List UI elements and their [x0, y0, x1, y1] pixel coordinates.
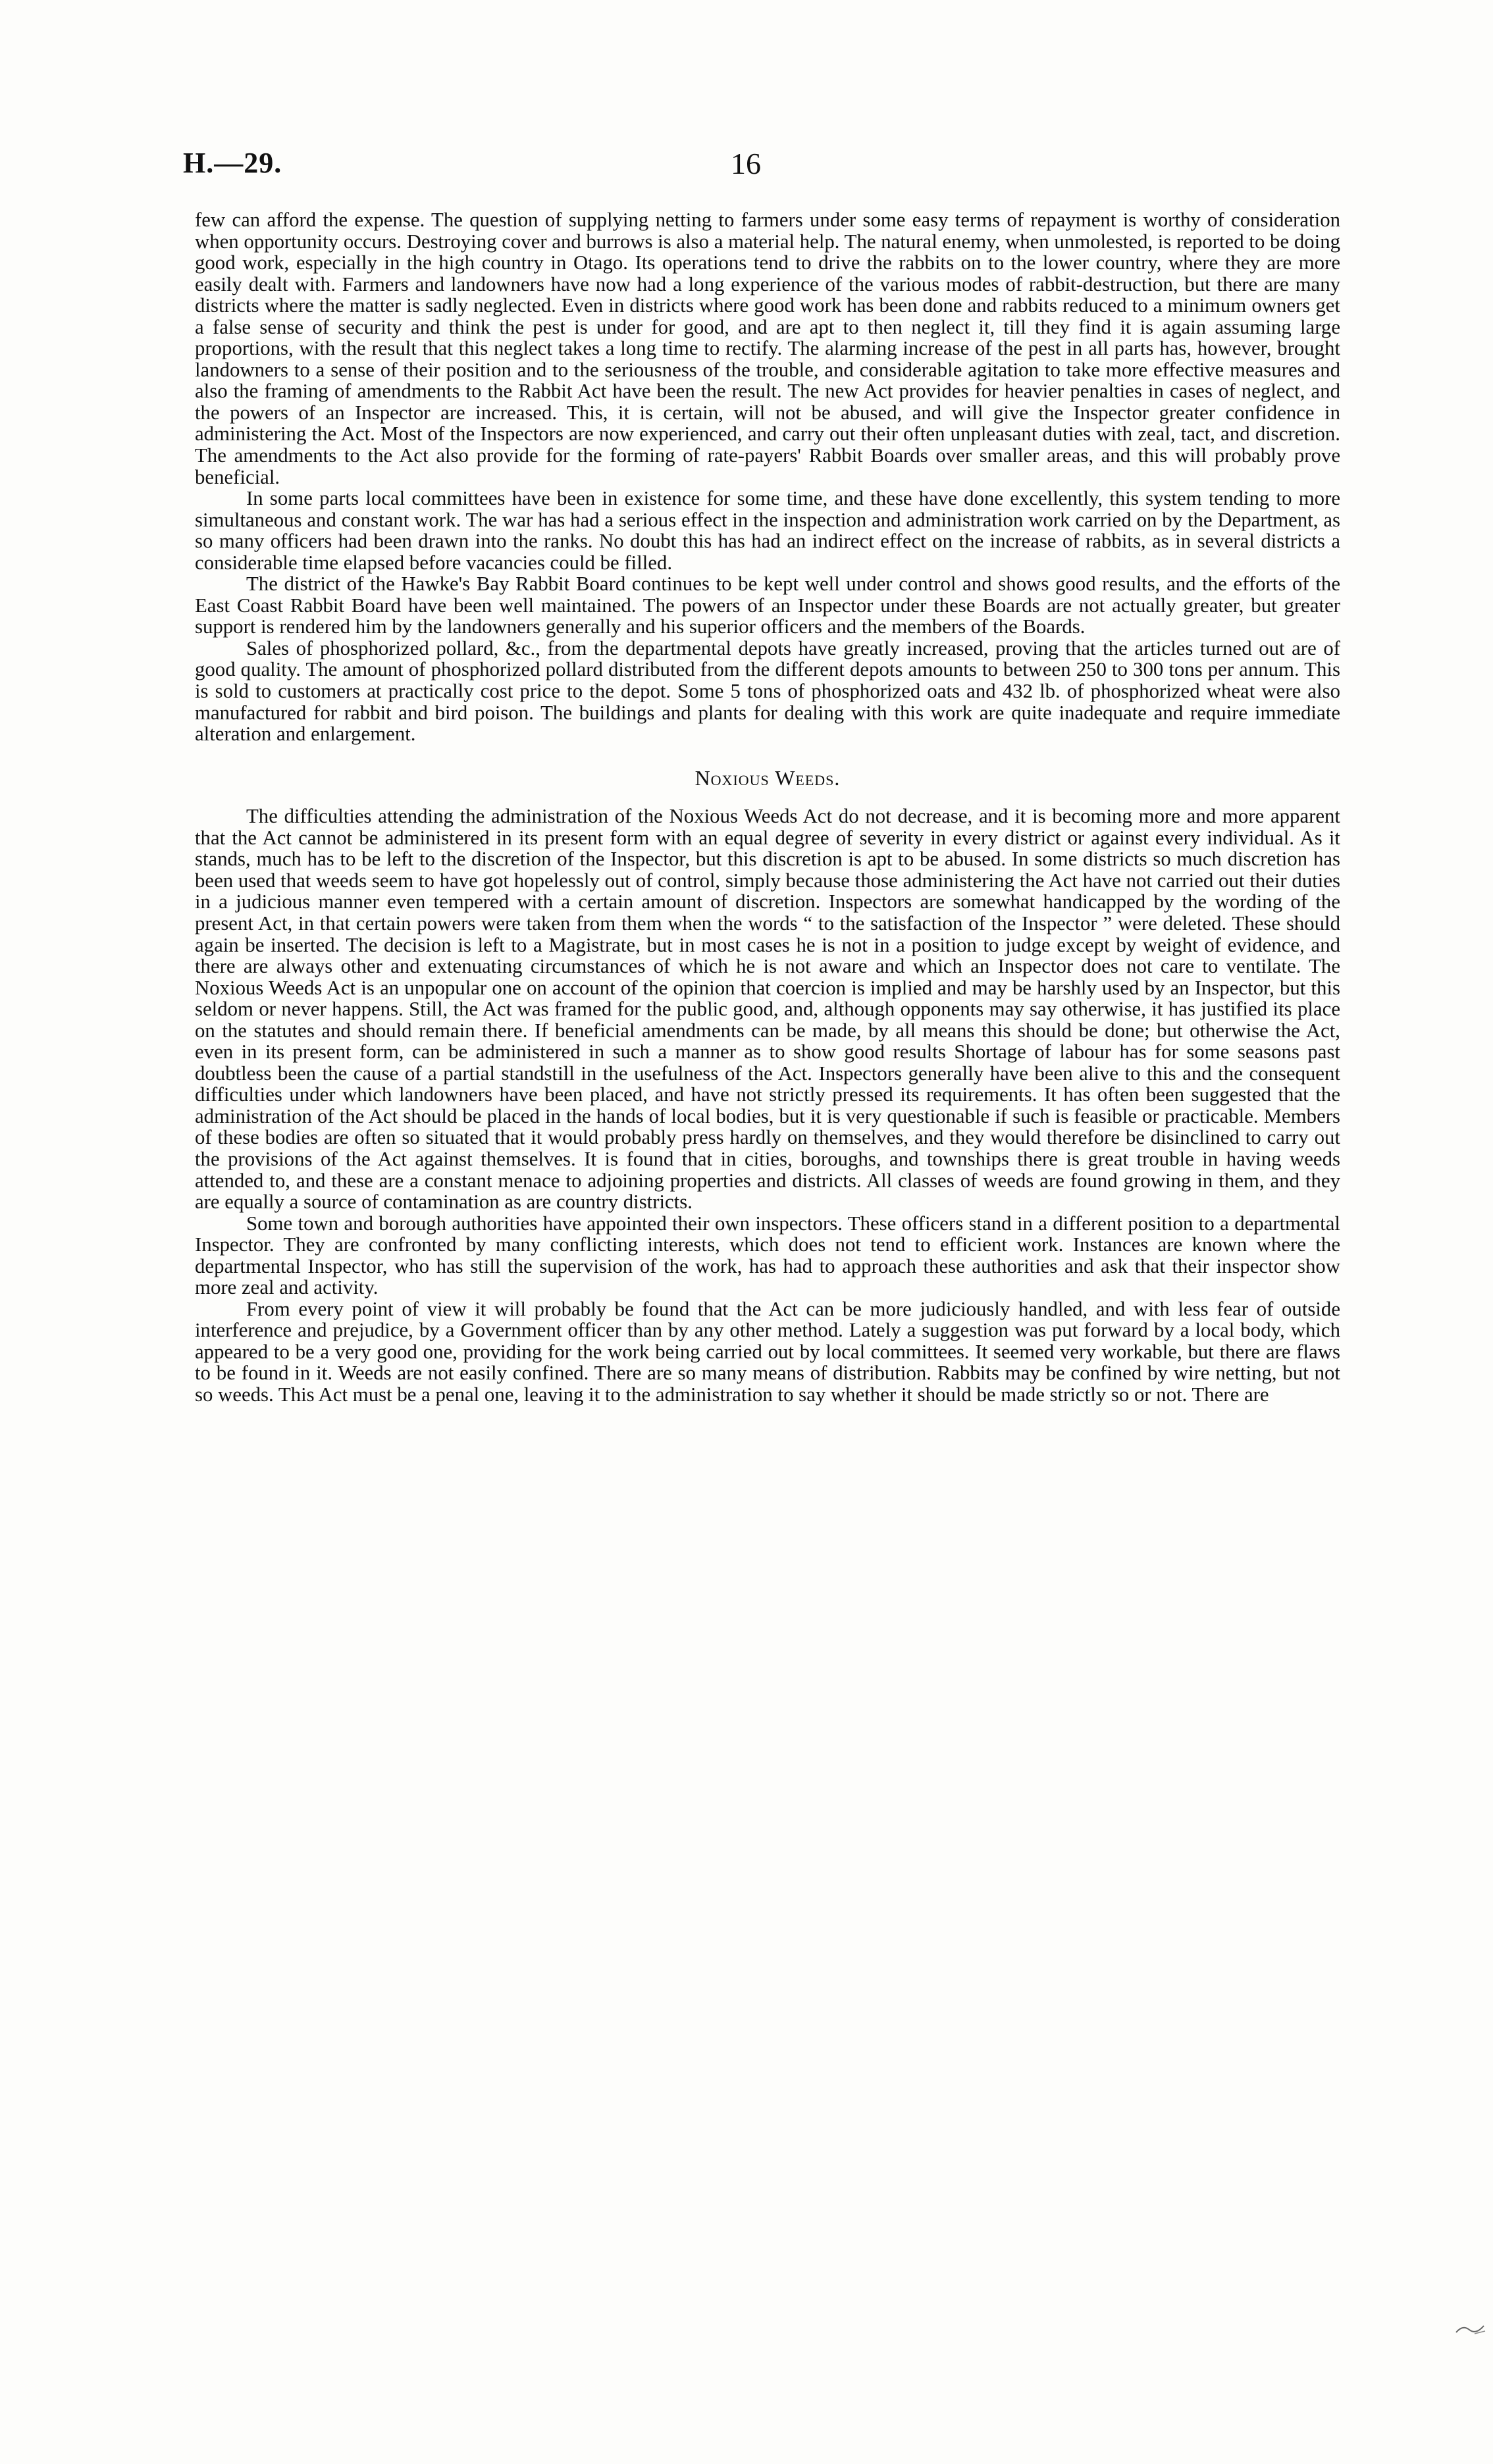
- paragraph-weeds-2: Some town and borough authorities have appointed their own inspectors. These officers stand in a different position to a departmental Inspector. They are confronted by many conflicting interests, which does not tend to efficient work. Instances are known where the departmental Inspector, who has still the supervision of the work, has had to approach these authorities and ask that their inspector show more zeal and activity.: [195, 1212, 1340, 1299]
- page-body: [195, 209, 1340, 1406]
- page-header: [183, 146, 1348, 186]
- corner-scribble-mark: [1455, 2321, 1488, 2341]
- paragraph-rabbits-4: Sales of phosphorized pollard, &c., from the departmental depots have greatly increased, proving that the articles turned out are of good quality. The amount of phosphorized pollard distributed from the different depots amounts to between 250 to 300 tons per annum. This is sold to customers at practically cost price to the depot. Some 5 tons of phosphorized oats and 432 lb. of phosphorized wheat were also manufactured for rabbit and bird poison. The buildings and plants for dealing with this work are quite inadequate and require immediate alteration and enlargement.: [195, 636, 1340, 746]
- paragraph-rabbits-3: The district of the Hawke's Bay Rabbit Board continues to be kept well under control and shows good results, and the efforts of the East Coast Rabbit Board have been well maintained. The powers of an Inspector under these Boards are not actually greater, but greater support is rendered him by the landowners generally and his superior officers and the members of the Boards.: [195, 573, 1340, 638]
- paragraph-rabbits-2: In some parts local committees have been in existence for some time, and these have done excellently, this system tending to more simultaneous and constant work. The war has had a serious effect in the inspection and administration work carried on by the Department, as so many officers had been drawn into the ranks. No doubt this has had an indirect effect on the increase of rabbits, as in several districts a considerable time elapsed before vacancies could be filled.: [195, 487, 1340, 574]
- paragraph-weeds-3: From every point of view it will probably be found that the Act can be more judiciously handled, and with less fear of outside interference and prejudice, by a Government officer than by any other method. Lately a suggestion was put forward by a local body, which appeared to be a very good one, providing for the work being carried out by local committees. It seemed very workable, but there are flaws to be found in it. Weeds are not easily confined. There are so many means of distribution. Rabbits may be confined by wire netting, but not so weeds. This Act must be a penal one, leaving it to the administration to say whether it should be made strictly so or not. There are: [195, 1297, 1340, 1406]
- page-number: 16: [731, 147, 761, 180]
- paragraph-rabbits-1: few can afford the expense. The question of supplying netting to farmers under some easy terms of repayment is worthy of consideration when opportunity occurs. Destroying cover and burrows is also a material help. The natural enemy, when unmolested, is reported to be doing good work, especially in the high country in Otago. Its operations tend to drive the rabbits on to the lower country, where they are more easily dealt with. Farmers and landowners have now had a long experience of the various modes of rabbit-destruction, but there are many districts where the matter is sadly neglected. Even in districts where good work has been done and rabbits reduced to a minimum owners get a false sense of security and think the pest is under for good, and are apt to then neglect it, till they find it is again assuming large proportions, with the result that this neglect takes a long time to rectify. The alarming increase of the pest in all parts has, however, brought landowners to a sense of their position and to the seriousness of the trouble, and considerable agitation to take more effective measures and also the framing of amendments to the Rabbit Act have been the result. The new Act provides for heavier penalties in cases of neglect, and the powers of an Inspector are increased. This, it is certain, will not be abused, and will give the Inspector greater confidence in administering the Act. Most of the Inspectors are now experienced, and carry out their often unpleasant duties with zeal, tact, and discretion. The amendments to the Act also provide for the forming of rate-payers' Rabbit Boards over smaller areas, and this will probably prove beneficial.: [195, 209, 1340, 488]
- section-heading-noxious-weeds: Noxious Weeds.: [694, 765, 841, 790]
- paragraph-weeds-1: The difficulties attending the administration of the Noxious Weeds Act do not decrease, and it is becoming more and more apparent that the Act cannot be administered in its present form with an equal degree of severity in every district or against every individual. As it stands, much has to be left to the discretion of the Inspector, but this discretion is apt to be abused. In some districts so much discretion has been used that weeds seem to have got hopelessly out of control, simply because those administering the Act have not carried out their duties in a judicious manner even tempered with a certain amount of discretion. Inspectors are somewhat handicapped by the wording of the present Act, in that certain powers were taken from them when the words “ to the satisfaction of the Inspector ” were deleted. These should again be inserted. The decision is left to a Magistrate, but in most cases he is not in a position to judge except by weight of evidence, and there are always other and extenuating circumstances of which he is not aware and which an Inspector does not care to ventilate. The Noxious Weeds Act is an unpopular one on account of the opinion that coercion is implied and may be harshly used by an Inspector, but this seldom or never happens. Still, the Act was framed for the public good, and, although opponents may say otherwise, it has justified its place on the statutes and should remain there. If beneficial amendments can be made, by all means this should be done; but otherwise the Act, even in its present form, can be administered in such a manner as to show good results Shortage of labour has for some seasons past doubtless been the cause of a partial standstill in the usefulness of the Act. Inspectors generally have been alive to this and the consequent difficulties under which landowners have been placed, and have not strictly pressed its requirements. It has often been suggested that the administration of the Act should be placed in the hands of local bodies, but it is very questionable if such is feasible or practicable. Members of these bodies are often so situated that it would probably press hardly on themselves, and they would therefore be disinclined to carry out the provisions of the Act against themselves. It is found that in cities, boroughs, and townships there is great trouble in having weeds attended to, and these are a constant menace to adjoining properties and districts. All classes of weeds are found growing in them, and they are equally a source of contamination as are country districts.: [195, 805, 1340, 1214]
- document-id: H.—29.: [183, 147, 282, 179]
